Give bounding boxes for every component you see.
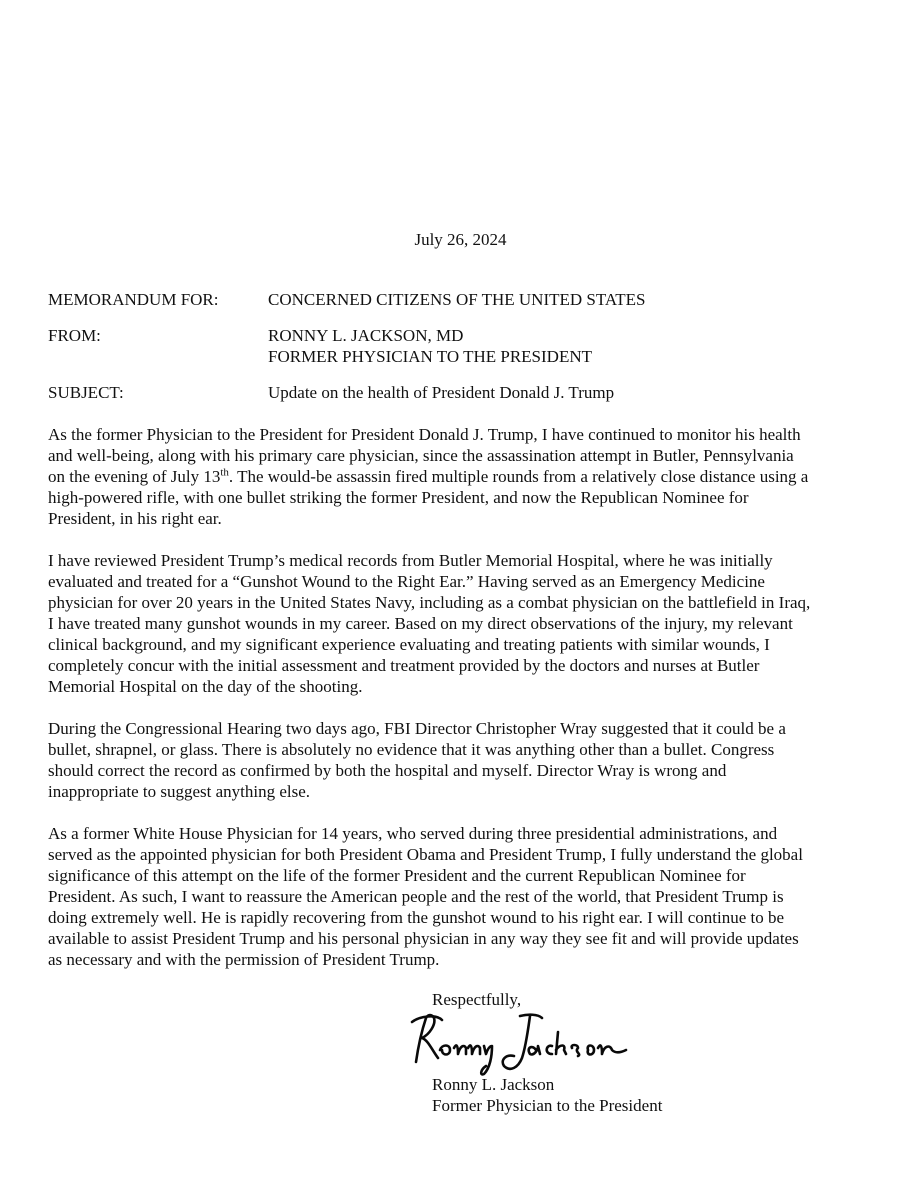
memo-date: July 26, 2024: [414, 230, 507, 249]
paragraph-line: During the Congressional Hearing two days ago, FBI Director Christopher Wray suggested that it could be a: [48, 719, 786, 738]
memo-for-label: MEMORANDUM FOR:: [48, 290, 219, 309]
paragraph-1: [48, 424, 883, 529]
paragraph-line: significance of this attempt on the life of the former President and the current Republican Nominee for: [48, 866, 746, 885]
signatory-name: Ronny L. Jackson: [432, 1075, 555, 1094]
from-title: FORMER PHYSICIAN TO THE PRESIDENT: [268, 347, 592, 366]
paragraph-line: and well-being, along with his primary care physician, since the assassination attempt in Butler, Pennsylvania: [48, 446, 794, 465]
paragraph-line: As a former White House Physician for 14 years, who served during three presidential administrations, and: [48, 824, 778, 843]
paragraph-line: inappropriate to suggest anything else.: [48, 782, 311, 801]
paragraph-line: completely concur with the initial assessment and treatment provided by the doctors and nurses at Butler: [48, 656, 760, 675]
from-label: FROM:: [48, 326, 101, 345]
paragraph-line: served as the appointed physician for both President Obama and President Trump, I fully understand the global: [48, 845, 803, 864]
paragraph-line: As the former Physician to the President for President Donald J. Trump, I have continued to monitor his health: [48, 425, 801, 444]
handwritten-signature: [402, 1010, 632, 1080]
paragraph-3: [48, 718, 883, 802]
memo-for-value: CONCERNED CITIZENS OF THE UNITED STATES: [268, 290, 646, 309]
paragraph-line: [48, 466, 883, 487]
paragraph-line: I have treated many gunshot wounds in my career. Based on my direct observations of the injury, my relevant: [48, 614, 793, 633]
subject-label: SUBJECT:: [48, 383, 124, 402]
paragraph-line: I have reviewed President Trump’s medical records from Butler Memorial Hospital, where he was initially: [48, 551, 773, 570]
paragraph-2: [48, 550, 883, 697]
line-text: . The would-be assassin fired multiple rounds from a relatively close distance using a: [228, 467, 809, 486]
valediction: Respectfully,: [432, 990, 522, 1009]
paragraph-line: evaluated and treated for a “Gunshot Wound to the Right Ear.” Having served as an Emergency Medicine: [48, 572, 765, 591]
subject-value: Update on the health of President Donald J. Trump: [268, 383, 615, 402]
paragraph-line: available to assist President Trump and his personal physician in any way they see fit and will provide updates: [48, 929, 799, 948]
paragraph-line: bullet, shrapnel, or glass. There is absolutely no evidence that it was anything other than a bullet. Congress: [48, 740, 775, 759]
paragraph-line: Memorial Hospital on the day of the shooting.: [48, 677, 363, 696]
paragraph-line: as necessary and with the permission of President Trump.: [48, 950, 440, 969]
paragraph-4: [48, 823, 883, 970]
paragraph-line: clinical background, and my significant experience evaluating and treating patients with similar wounds, I: [48, 635, 770, 654]
signatory-title: Former Physician to the President: [432, 1096, 663, 1115]
line-text: on the evening of July 13: [48, 467, 221, 486]
paragraph-line: President, in his right ear.: [48, 509, 222, 528]
paragraph-line: physician for over 20 years in the United States Navy, including as a combat physician on the battlefield in Iraq,: [48, 593, 811, 612]
from-name: RONNY L. JACKSON, MD: [268, 326, 464, 345]
ordinal-suffix: th: [220, 466, 229, 479]
paragraph-line: doing extremely well. He is rapidly recovering from the gunshot wound to his right ear. I will continue to be: [48, 908, 785, 927]
paragraph-line: President. As such, I want to reassure the American people and the rest of the world, that President Trump is: [48, 887, 784, 906]
paragraph-line: high-powered rifle, with one bullet striking the former President, and now the Republican Nominee for: [48, 488, 749, 507]
paragraph-line: should correct the record as confirmed by both the hospital and myself. Director Wray is wrong and: [48, 761, 727, 780]
